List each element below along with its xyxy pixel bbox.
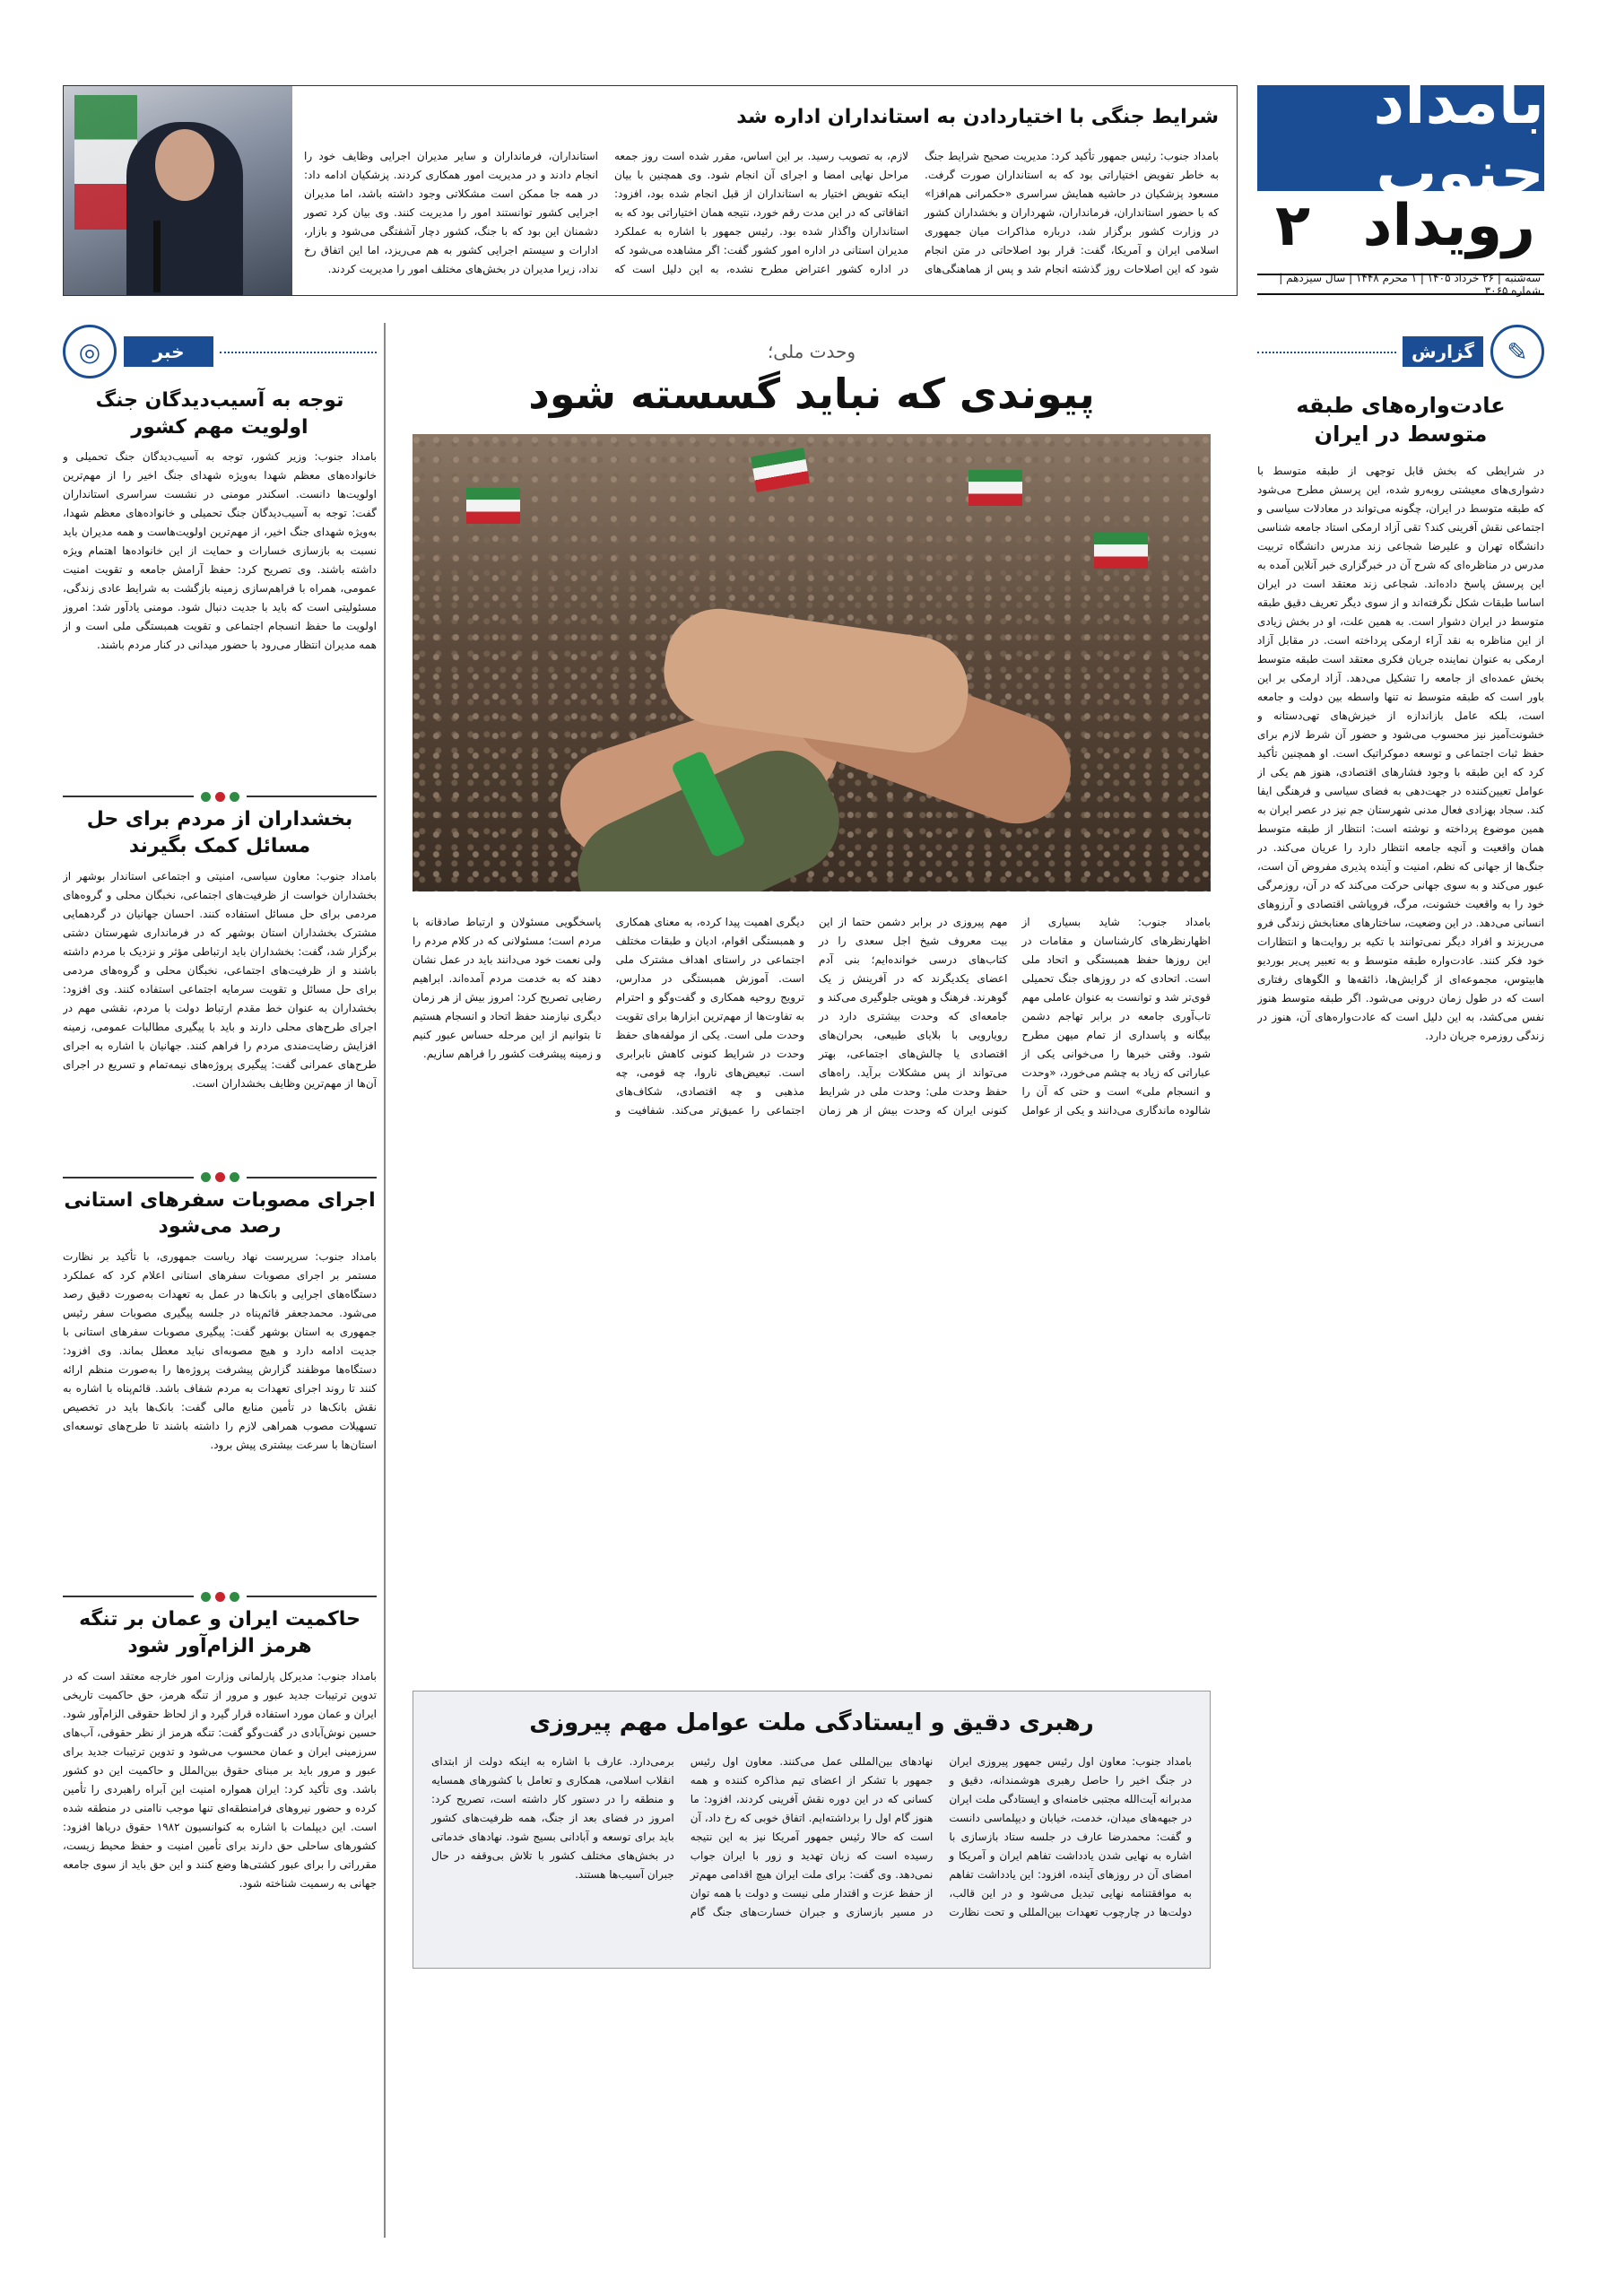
news-column [63,323,386,2238]
flag-icon [1094,533,1148,569]
news-body-4: بامداد جنوب: مدیرکل پارلمانی وزارت امور خارجه معتقد است که در تدوین ترتیبات جدید عبور و مرور از تنگه هرمز، حق حاکمیت تاریخی ایران و عمان مورد استفاده قرار گیرد و از لحاظ حقوقی الزام‌آور شود. حسین نوش‌آبادی در گفت‌وگو گفت: تنگه هرمز از نظر حقوقی، آب‌های سرزمینی ایران و عمان محسوب می‌شود و تدوین ترتیبات جدید برای عبور و مرور باید بر مبنای حقوق بین‌الملل و حاکمیت این دو کشور باشد. وی تأکید کرد: ایران همواره امنیت این آبراه راهبردی را تأمین کرده و حضور نیروهای فرامنطقه‌ای تنها موجب ناامنی در منطقه شده است. این دیپلمات با اشاره به کنوانسیون ۱۹۸۲ حقوق دریاها افزود: کشورهای ساحلی حق دارند برای تأمین امنیت و حفظ محیط زیست، مقرراتی را برای عبور کشتی‌ها وضع کنند و این حق باید از سوی جامعه جهانی به رسمیت شناخته شود. [63,1669,377,1890]
green-dot [230,1592,239,1602]
divider-line [63,1177,194,1178]
dateline: سه‌شنبه | ۲۶ خرداد ۱۴۰۵ | ۱ محرم ۱۴۴۸ | سال سیزدهم | شماره ۳۰۶۵ [1257,274,1544,295]
news-title-1: توجه به آسیب‌دیدگان جنگ اولویت مهم کشور [95,389,344,439]
green-dot [230,792,239,802]
section-name: رویداد [1362,193,1535,259]
divider-line [247,1596,378,1597]
divider-line [63,796,194,797]
flag-icon [969,470,1022,506]
box-title: رهبری دقیق و ایستادگی ملت عوامل مهم پیروزی [529,1709,1094,1736]
red-dot [215,1172,225,1182]
header-dotted-line [1257,352,1396,353]
divider-dots [201,1172,239,1182]
news-body-1: بامداد جنوب: وزیر کشور، توجه به آسیب‌دیدگان جنگ تحمیلی و خانواده‌های معظم شهدا به‌ویژه شهدای جنگ اخیر را از مهم‌ترین اولویت‌ها دانست. اسکندر مومنی در نشست سراسری استانداران گفت: توجه به آسیب‌دیدگان جنگ تحمیلی و خانواده‌های معظم شهدا، به‌ویژه شهدای جنگ اخیر، از مهم‌ترین اولویت‌هاست و همه مدیران باید نسبت به بازسازی خسارات و حمایت از این خانواده‌ها اهتمام ویژه داشته باشند. وی تصریح کرد: حفظ آرامش جامعه و تقویت امنیت عمومی، همراه با فراهم‌سازی زمینه بازگشت به شرایط عادی زندگی، مسئولیتی است که باید با جدیت دنبال شود. مومنی یادآور شد: امروز اولویت ما حفظ انسجام اجتماعی و تقویت همبستگی ملی است و از همه مدیران انتظار می‌رود با حضور میدانی در کنار مردم باشند. [63,450,377,652]
top-story-title: شرایط جنگی با اختیاردادن به استانداران اداره شد [736,106,1219,128]
green-dot [201,1172,211,1182]
divider-line [247,1177,378,1178]
divider-line [63,1596,194,1597]
news-section-label: خبر [124,336,213,367]
news-title-2: بخشداران از مردم برای حل مسائل کمک بگیرند [86,808,353,858]
report-body: در شرایطی که بخش قابل توجهی از طبقه متوسط با دشواری‌های معیشتی روبه‌رو شده، این پرسش مطرح می‌شود که طبقه متوسط در ایران، چگونه می‌تواند در معادلات سیاسی و اجتماعی نقش آفرینی کند؟ تقی آزاد ارمکی استاد جامعه شناسی دانشگاه تهران و علیرضا شجاعی زند مدرس دانشگاه تربیت مدرس در مناظره‌ای که شرح آن در خبرگزاری خبر آنلاین آمده به این پرسش پاسخ داده‌اند. شجاعی زند معتقد است در ایران اساسا طبقات شکل نگرفته‌اند و از سوی دیگر تعریف دقیق طبقه متوسط در ایران دشوار است. به همین علت، او در بخش زیادی از این مناظره به نقد آراء ارمکی پرداخته است. در مقابل آزاد ارمکی به عنوان نماینده جریان فکری معتقد است طبقه متوسط بخش عمده‌ای از جامعه را تشکیل می‌دهد. آزاد ارمکی بر این باور است که طبقه متوسط نه تنها واسطه بین دولت و جامعه است، بلکه عامل بازاندازه از خیزش‌های تهی‌دستانه و خشونت‌آمیز نیز محسوب می‌شود و حضور آن شرط لازم برای حفظ ثبات اجتماعی و توسعه دموکراتیک است. او همچنین تأکید کرد که این طبقه با وجود فشارهای اقتصادی، هنوز هم یکی از عوامل تعیین‌کننده در جهت‌دهی به فضای سیاسی و فرهنگی ایفا کند. سجاد بهزادی فعال مدنی شهرستان جم نیز در عصر ایران به همین موضوع پرداخته و نوشته است: انتظار از طبقه متوسط همان واقعیت و آنچه جامعه انتظار دارد را عریان می‌کند. در جنگ‌ها از جهانی که نظم، امنیت و آینده پذیری مفروض آن است، عبور می‌کند و به سوی جهانی حرکت می‌کند که در آن، روزمرگی خود را به واقعیت خشونت، مرگ، فروپاشی اقتصادی و آرزوهای انسانی می‌دهد. در این وضعیت، ساختارهای معنابخش زندگی فرو می‌ریزند و افراد دیگر نمی‌توانند با تکیه بر روایت‌ها و انتظارات خود فکر کنند. عادت‌واره طبقه متوسط و به تعبیر پی‌یر بوردیو هابیتوس، مجموعه‌ای از گرایش‌ها، ذائقه‌ها و الگوهای رفتاری است که در طول زمان درونی می‌شود. اگر طبقه متوسط هنوز نفس می‌کشد، به این دلیل است که عادت‌واره‌های آن، هنوز در زندگی روزمره جریان دارد. [1257,464,1544,1042]
president-photo [64,86,292,295]
report-section-label: گزارش [1403,336,1483,367]
feature-body-text: بامداد جنوب: شاید بسیاری از اظهارنظرهای کارشناسان و مقامات در این روزها حفظ همبستگی و اتحاد ملی است. اتحادی که در روزهای جنگ تحمیلی قوی‌تر شد و توانست به عنوان عاملی مهم تاب‌آوری جامعه در برابر تهاجم دشمن بیگانه و پاسداری از تمام میهن مطرح شود. وقتی خبرها را می‌خوانی یکی از عباراتی که زیاد به چشم می‌خورد، «وحدت و انسجام ملی» است و حتی که آن را شالوده ماندگاری می‌دانند و یکی از عوامل مهم پیروزی در برابر دشمن حتما از این بیت معروف شیخ اجل سعدی را در کتاب‌های درسی خوانده‌ایم؛ بنی آدم اعضای یکدیگرند که در آفرینش ز یک گوهرند. فرهنگ و هویتی جلوگیری می‌کند و جامعه‌ای که وحدت بیشتری دارد در رویارویی با بلایای طبیعی، بحران‌های اقتصادی یا چالش‌های اجتماعی، بهتر می‌تواند از پس مشکلات برآید. راه‌های حفظ وحدت ملی: وحدت ملی در شرایط کنونی ایران که وحدت بیش از هر زمان دیگری اهمیت پیدا کرده، به معنای همکاری و همبستگی اقوام، ادیان و طبقات مختلف اجتماعی در راستای اهداف مشترک ملی است. آموزش همبستگی در مدارس، ترویج روحیه همکاری و گفت‌وگو و احترام به تفاوت‌ها از مهم‌ترین ابزارها برای تقویت وحدت ملی است. یکی از مولفه‌های حفظ وحدت در شرایط کنونی کاهش نابرابری است. تبعیض‌های ناروا، چه قومی، چه مذهبی و چه اقتصادی، شکاف‌های اجتماعی را عمیق‌تر می‌کند. شفافیت و پاسخگویی مسئولان و ارتباط صادقانه با مردم است؛ مسئولانی که در کلام مردم را ولی نعمت خود می‌دانند باید در عمل نشان دهند که به خدمت مردم آمده‌اند. ابراهیم رضایی تصریح کرد: امروز بیش از هر زمان دیگری نیازمند حفظ اتحاد و انسجام هستیم تا بتوانیم از این مرحله حساس عبور کنیم و زمینه پیشرفت کشور را فراهم سازیم. [413,916,1211,1117]
feature-title: پیوندی که نباید گسسته شود [528,370,1095,418]
green-dot [201,792,211,802]
newspaper-page [63,67,1544,2238]
globe-icon: ◎ [63,325,117,378]
feature-kicker: وحدت ملی؛ [767,341,856,362]
divider-dots [201,1592,239,1602]
news-title-3: اجرای مصوبات سفرهای استانی رصد می‌شود [64,1188,376,1239]
news-section-header [63,323,377,378]
page-number: ۲ [1275,193,1311,259]
red-dot [215,792,225,802]
notepad-pen-icon: ✎ [1490,325,1544,378]
feature-column [404,323,1220,2238]
divider-line [247,796,378,797]
box-body: بامداد جنوب: معاون اول رئیس جمهور پیروزی ایران در جنگ اخیر را حاصل رهبری هوشمندانه، دقیق و مدبرانه آیت‌الله مجتبی خامنه‌ای و ایستادگی ملت ایران در جبهه‌های میدان، خدمت، خیابان و دیپلماسی دانست و گفت: محمدرضا عارف در جلسه ستاد بازسازی با اشاره به نهایی شدن یادداشت تفاهم ایران و آمریکا و امضای آن در روزهای آینده، افزود: این یادداشت تفاهم به موافقتنامه نهایی تبدیل می‌شود و در این قالب، دولت‌ها در چارچوب تعهدات بین‌المللی و تحت نظارت نهادهای بین‌المللی عمل می‌کنند. معاون اول رئیس جمهور با تشکر از اعضای تیم مذاکره کننده و همه کسانی که در این دوره نقش آفرینی کردند، افزود: ما هنوز گام اول را برداشته‌ایم. اتفاق خوبی که رخ داد، آن است که حالا رئیس جمهور آمریکا نیز به این نتیجه رسیده است که زبان تهدید و زور با ایران جواب نمی‌دهد. وی گفت: برای ملت ایران هیچ اقدامی مهم‌تر از حفظ عزت و اقتدار ملی نیست و دولت با همه توان در مسیر بازسازی و جبران خسارت‌های جنگ گام برمی‌دارد. عارف با اشاره به اینکه دولت از ابتدای انقلاب اسلامی، همکاری و تعامل با کشورهای همسایه و منطقه را در دستور کار داشته است، تصریح کرد: امروز در فضای بعد از جنگ، همه ظرفیت‌های کشور باید برای توسعه و آبادانی بسیج شود. نهادهای خدماتی در بخش‌های مختلف کشور با تلاش بی‌وقفه در حال جبران آسیب‌ها هستند. [431,1755,1192,1918]
newspaper-logo: بامداد جنوب [1257,85,1544,191]
top-story-body: بامداد جنوب: رئیس جمهور تأکید کرد: مدیریت صحیح شرایط جنگ به خاطر تفویض اختیاراتی بود که به استانداران صورت گرفت. مسعود پزشکیان در حاشیه همایش سراسری «حکمرانی هم‌افزا» که با حضور استانداران، فرمانداران، شهرداران و بخشداران کشور در وزارت کشور برگزار شد، درباره مذاکرات میان جمهوری اسلامی ایران و آمریکا، گفت: قرار بود اصلاحاتی در متن انجام شود که این اصلاحات روز گذشته انجام شد و پس از هماهنگی‌های لازم، به تصویب رسید. بر این اساس، مقرر شده است روز جمعه مراحل نهایی امضا و اجرای آن انجام شود. وی همچنین با بیان اینکه تفویض اختیار به استانداران از قبل انجام شده بود، افزود: اتفاقاتی که در این مدت رقم خورد، نتیجه همان اختیاراتی بود که به استانداران واگذار شده بود. رئیس جمهور با اشاره به عملکرد مدیران استانی در اداره امور کشور گفت: اگر مشاهده می‌شود که در اداره کشور اعتراض مطرح نشده، به این دلیل است که استانداران، فرمانداران و سایر مدیران اجرایی وظایف خود را انجام دادند و در مدیریت امور همکاری کردند. پزشکیان ادامه داد: در همه جا ممکن است مشکلاتی وجود داشته باشد، اما مدیران اجرایی کشور توانستند امور را مدیریت کنند. وی بیان کرد تصور دشمنان این بود که با جنگ، کشور دچار آشفتگی می‌شود و بازار، ادارات و سیستم اجرایی کشور به هم می‌ریزد، اما این اتفاق رخ نداد، زیرا مدیران در بخش‌های مختلف امور را مدیریت کردند. [304,150,1219,275]
news-body-3: بامداد جنوب: سرپرست نهاد ریاست جمهوری، با تأکید بر نظارت مستمر بر اجرای مصوبات سفرهای استانی اعلام کرد که عملکرد دستگاه‌های اجرایی و بانک‌ها در عمل به تعهدات به‌صورت دقیق رصد می‌شود. محمدجعفر قائم‌پناه در جلسه پیگیری مصوبات سفر رئیس جمهوری به استان بوشهر گفت: پیگیری مصوبات سفرهای استانی با جدیت ادامه دارد و هیچ مصوبه‌ای نباید معطل بماند. وی افزود: دستگاه‌ها موظفند گزارش پیشرفت پروژه‌ها را به‌صورت منظم ارائه کنند تا روند اجرای تعهدات به مردم شفاف باشد. قائم‌پناه با اشاره به نقش بانک‌ها در تأمین منابع مالی گفت: بانک‌ها باید در تخصیص تسهیلات مصوب همراهی لازم را داشته باشند تا طرح‌های توسعه‌ای استان‌ها با سرعت بیشتری پیش برود. [63,1250,377,1452]
news-divider [63,1587,377,1606]
feature-body [404,913,1220,1631]
green-dot [201,1592,211,1602]
microphone-icon [153,221,161,292]
report-column [1257,323,1544,2238]
report-title: عادت‌واره‌های طبقه متوسط در ایران [1296,393,1506,448]
masthead [1257,67,1544,297]
divider-dots [201,792,239,802]
news-body-2: بامداد جنوب: معاون سیاسی، امنیتی و اجتماعی استاندار بوشهر از بخشداران خواست از ظرفیت‌های اجتماعی، نخبگان محلی و گروه‌های مردمی برای حل مسائل استفاده کنند. احسان جهانیان در گردهمایی مشترک بخشداران استان بوشهر که در فرمانداری شهرستان دشتی برگزار شد، گفت: بخشداران باید ارتباطی مؤثر و نزدیک با مردم داشته باشند و از ظرفیت‌های اجتماعی، نخبگان محلی و گروه‌های مردمی برای حل مسائل و تقویت سرمایه اجتماعی استفاده کنند. وی افزود: بخشداران به عنوان خط مقدم ارتباط دولت با مردم، نقشی مهم در اجرای طرح‌های محلی دارند و باید با پیگیری مطالبات عمومی، زمینه افزایش رضایت‌مندی مردم را فراهم کنند. جهانیان با اشاره به اجرای طرح‌های عمرانی گفت: پیگیری پروژه‌های نیمه‌تمام و تسریع در اجرای آن‌ها از مهم‌ترین وظایف بخشداران است. [63,869,377,1090]
top-story [63,85,1238,296]
green-dot [230,1172,239,1182]
news-divider [63,1168,377,1187]
header-dotted-line [220,352,377,353]
flag-icon [466,488,520,524]
united-hands-photo [413,434,1211,891]
news-divider [63,787,377,806]
red-dot [215,1592,225,1602]
leadership-box [413,1691,1211,1969]
news-title-4: حاکمیت ایران و عمان بر تنگه هرمز الزام‌آور شود [79,1608,360,1657]
hands-illustration [556,569,1094,891]
report-section-header [1257,323,1544,378]
speaker-face [155,129,214,201]
